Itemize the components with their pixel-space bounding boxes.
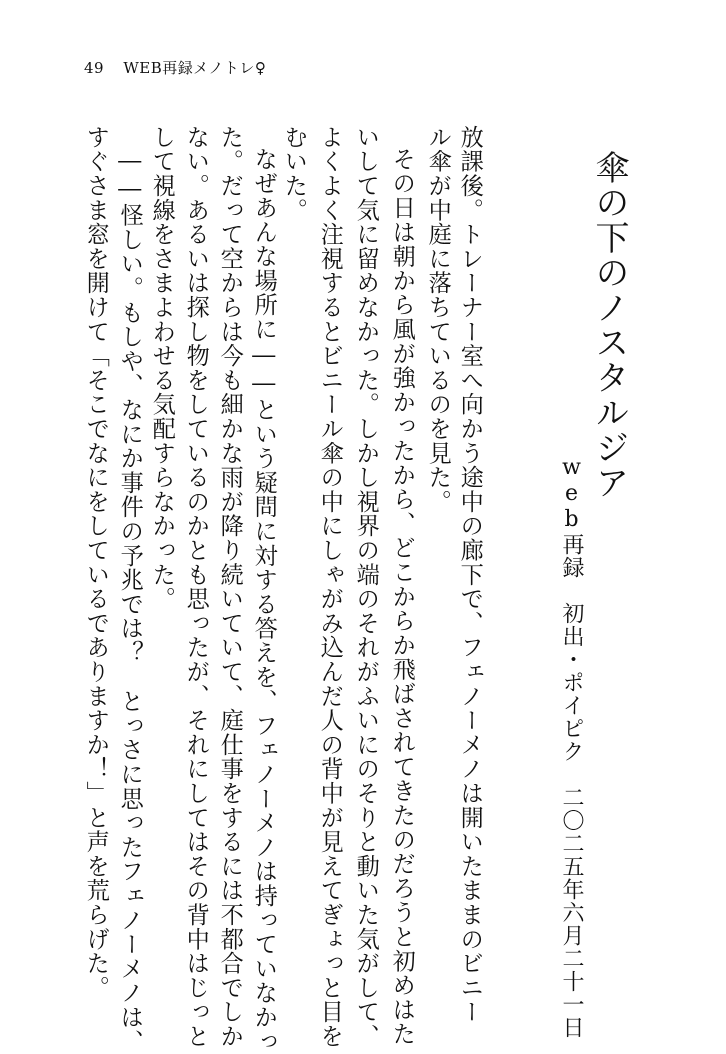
page-number: 49 bbox=[84, 59, 105, 77]
body-line: よくよく注視するとビニール傘の中にしゃがみ込んだ人の背中が見えてぎょっと目を bbox=[316, 125, 344, 1049]
body-line: むいた。 bbox=[280, 125, 308, 223]
body-line: なぜあんな場所に――という疑問に対する答えを、フェノーメノは持っていなかっ bbox=[250, 147, 278, 1054]
body-line: た。だって空からは今も細かな雨が降り続いていて、庭仕事をするには不都合でしか bbox=[216, 125, 244, 1049]
body-line: その日は朝から風が強かったから、どこからか飛ばされてきたのだろうと初めはた bbox=[388, 147, 416, 1047]
running-header bbox=[84, 57, 266, 78]
body-line: 放課後。トレーナー室へ向かう途中の廊下で、フェノーメノは開いたままのビニー bbox=[456, 125, 484, 1025]
body-line: ――怪しい。もしや、なにか事件の予兆では？ とっさに思ったフェノーメノは、 bbox=[116, 147, 144, 1054]
story-title: 傘の下のノスタルジア bbox=[589, 150, 629, 500]
body-line: すぐさま窓を開けて「そこでなにをしているでありますか！」と声を荒らげた。 bbox=[82, 125, 110, 1000]
body-line: ない。あるいは探し物をしているのかとも思ったが、それにしてはその背中はじっと bbox=[182, 125, 210, 1049]
publication-note: web再録 初出・ポイピク 二〇二五年六月二十一日 bbox=[559, 455, 584, 1039]
body-line: いして気に留めなかった。しかし視界の端のそれがふいにのそりと動いた気がして、 bbox=[352, 125, 380, 1049]
body-line: ル傘が中庭に落ちているのを見た。 bbox=[424, 125, 452, 514]
body-line: して視線をさまよわせる気配すらなかった。 bbox=[148, 125, 176, 611]
book-title: WEB再録メノトレ♀ bbox=[123, 59, 267, 77]
